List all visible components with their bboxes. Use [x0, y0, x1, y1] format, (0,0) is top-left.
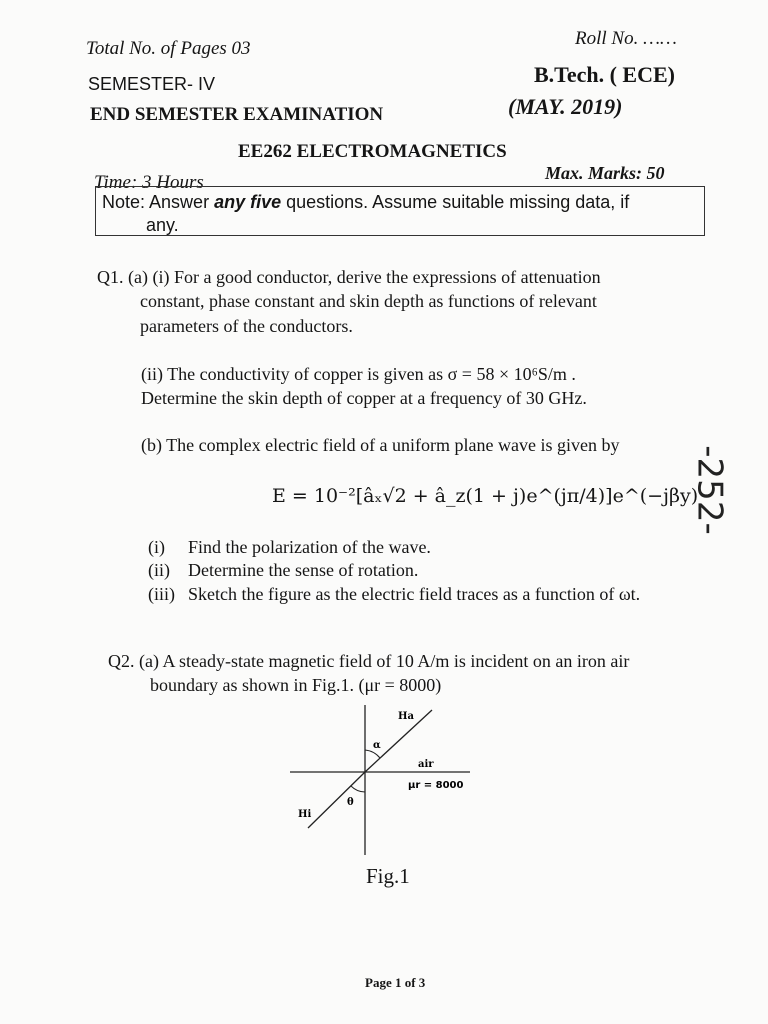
- q1-b-i: Find the polarization of the wave.: [188, 537, 431, 557]
- q1-b-ii: Determine the sense of rotation.: [188, 560, 419, 580]
- q1-b-i-num: (i): [148, 537, 165, 557]
- q1-b-iii: Sketch the figure as the electric field traces as a function of ωt.: [188, 584, 641, 604]
- fig1-label-hi: Hi: [298, 809, 312, 820]
- fig1-label-theta: θ: [347, 797, 354, 808]
- total-pages: Total No. of Pages 03: [86, 38, 251, 59]
- note-post: questions. Assume suitable missing data, if: [281, 192, 630, 212]
- fig1-label-air: air: [418, 759, 434, 770]
- fig1-diagram: [280, 700, 480, 860]
- fig1-label-alpha: α: [373, 740, 381, 751]
- note-emphasis: any five: [214, 192, 282, 212]
- course-title: EE262 ELECTROMAGNETICS: [238, 141, 507, 162]
- q1-a-i-line2: constant, phase constant and skin depth as functions of relevant: [140, 291, 597, 311]
- note-label: Note:: [102, 192, 146, 212]
- handwritten-annotation: -252-: [689, 445, 730, 535]
- q1-b-equation: E = 10⁻²[âₓ√2 + â_z(1 + j)e^(jπ/4)]e^(−jβy): [272, 485, 699, 507]
- q1-b-ii-num: (ii): [148, 560, 170, 580]
- exam-date: (MAY. 2019): [508, 94, 623, 119]
- q2-a-line2: boundary as shown in Fig.1. (μr = 8000): [150, 675, 442, 695]
- fig1-label-mu: μr = 8000: [408, 780, 464, 791]
- fig1-alpha-arc: [365, 750, 380, 758]
- q1-a-ii-line1: (ii) The conductivity of copper is given as σ = 58 × 10⁶S/m .: [141, 364, 576, 384]
- note-pre: Answer: [145, 192, 215, 212]
- page-number: Page 1 of 3: [365, 975, 426, 990]
- q1-b-intro: (b) The complex electric field of a uniform plane wave is given by: [141, 435, 620, 455]
- fig1-caption: Fig.1: [366, 864, 410, 888]
- time-allowed: Time: 3 Hours: [94, 172, 204, 193]
- note-line2: any.: [146, 215, 179, 235]
- fig1-hi-ray: [308, 772, 365, 828]
- q1-a-ii-line2: Determine the skin depth of copper at a frequency of 30 GHz.: [141, 388, 587, 408]
- program: B.Tech. ( ECE): [534, 62, 675, 87]
- fig1-label-ha: Ha: [398, 711, 414, 722]
- exam-title: END SEMESTER EXAMINATION: [90, 104, 384, 125]
- note-line1: [102, 192, 629, 213]
- fig1-theta-arc: [351, 786, 365, 792]
- note-box: [95, 186, 705, 236]
- q1-a-i-line1: Q1. (a) (i) For a good conductor, derive the expressions of attenuation: [97, 267, 601, 287]
- roll-no: Roll No. ……: [575, 28, 677, 49]
- semester: SEMESTER- IV: [88, 74, 216, 94]
- max-marks: Max. Marks: 50: [545, 163, 665, 183]
- q1-a-i-line3: parameters of the conductors.: [140, 316, 353, 336]
- q2-a-line1: Q2. (a) A steady-state magnetic field of 10 A/m is incident on an iron air: [108, 651, 630, 671]
- q1-b-iii-num: (iii): [148, 584, 175, 604]
